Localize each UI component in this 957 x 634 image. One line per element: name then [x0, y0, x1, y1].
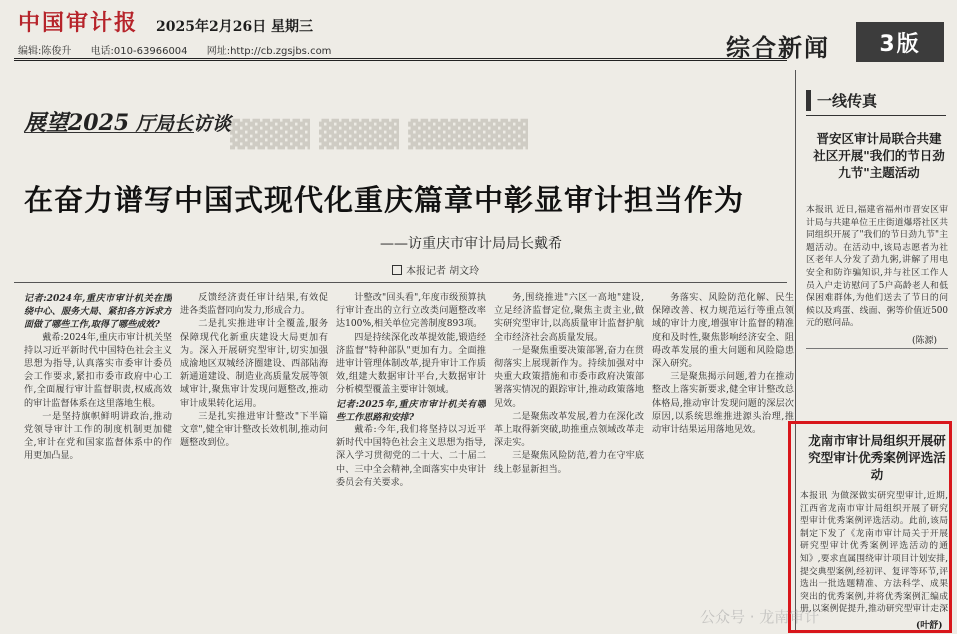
sidebar-story-2-title: 龙南市审计局组织开展研究型审计优秀案例评选活动: [808, 433, 946, 482]
sidebar-story-2-author: (叶舒): [916, 621, 943, 631]
article-paragraph: 三是聚焦揭示问题,着力在推动整改上落实新要求,健全审计整改总体格局,推动审计发现问题的深层次原因,以系统思维推进源头治理,推动审计结果运用落地见效。: [652, 372, 794, 436]
sidebar-story-1-title: 晋安区审计局联合共建社区开展"我们的节日劲九节"主题活动: [813, 131, 945, 180]
section-name: 综合新闻: [726, 34, 830, 62]
byline-box-icon: [392, 265, 402, 275]
masthead-divider: [14, 58, 787, 61]
newspaper-logo: 中国审计报: [18, 10, 139, 36]
sidebar-story-1-body: 本报讯 近日,福建省福州市晋安区审计局与共建单位王庄街道爆塔社区共同组织开展了"我们的节日劲九节"主题活动。在活动中,该局志愿者为社区老年人分发了劲九粥,讲解了用电安全和防诈骗知识,并与社区工作人员入户走访慰问了5户高龄老人和低保困难群体,为他们送去了节日的问候以及鸡蛋、线面、粥等价值近500元的慰问品。: [806, 205, 948, 329]
reporter-byline: [392, 262, 479, 277]
article-paragraph: 二是扎实推进审计全覆盖,服务保障现代化新重庆建设大局更加有为。深入开展研究型审计,切实加强成渝地区双城经济圈建设、西部陆海新通道建设、制造业高质量发展等领域审计,聚焦审计发现问题整改,推动审计成果转化运用。: [180, 319, 328, 409]
article-paragraph: 三是扎实推进审计整改"下半篇文章",健全审计整改长效机制,推动问题整改到位。: [180, 411, 328, 449]
article-paragraph: 三是聚焦风险防范,着力在守牢底线上彰显新担当。: [494, 451, 644, 475]
article-paragraph: 务,围绕推进"六区一高地"建设,立足经济监督定位,聚焦主责主业,做实研究型审计,以高质量审计监督护航全市经济社会高质量发展。: [494, 293, 644, 343]
column-label-sub: 厅局长访谈: [135, 113, 231, 135]
article-column-5: [652, 292, 794, 630]
issue-date: 2025年2月26日 星期三: [156, 19, 314, 35]
article-paragraph: 一是坚持旗帜鲜明讲政治,推动党领导审计工作的制度机制更加健全,审计在党和国家监督体系中的作用更加凸显。: [24, 411, 172, 462]
article-column-2: [180, 292, 328, 630]
article-question: 记者:2025年,重庆市审计机关有哪些工作思路和安排?: [336, 398, 486, 423]
column-label-underline: [24, 132, 194, 133]
lead-subheadline: ——访重庆市审计局局长戴希: [380, 236, 562, 252]
article-paragraph: 计整改"回头看",年度市级预算执行审计查出的立行立改类问题整改率达100%,相关单位完善制度893项。: [336, 293, 486, 330]
sidebar-story-1-author: (陈源): [912, 336, 938, 346]
article-paragraph: 一是聚焦重要决策部署,奋力在贯彻落实上展现新作为。持续加强对中央重大政策措施和市委市政府决策部署落实情况的跟踪审计,推动政策落地见效。: [494, 345, 644, 409]
watermark: 公众号 · 龙南审计: [700, 608, 820, 626]
sidebar-column-label: 一线传真: [806, 90, 877, 111]
page-number-badge: 3版: [856, 22, 944, 62]
article-paragraph: 四是持续深化改革提效能,锻造经济监督"特种部队"更加有力。全面推进审计管理体制改革,提升审计工作质效,组建大数据审计平台,大数据审计分析模型覆盖主要审计领域。: [336, 332, 486, 396]
article-paragraph: 反馈经济责任审计结果,有效促进各类监督同向发力,形成合力。: [180, 293, 328, 317]
body-divider: [14, 282, 787, 283]
article-column-4: [494, 292, 644, 630]
editor-phone: 电话:010-63966004: [90, 46, 188, 57]
reporter-name: 本报记者 胡文玲: [406, 266, 480, 277]
article-paragraph: 戴希:今年,我们将坚持以习近平新时代中国特色社会主义思想为指导,深入学习贯彻党的二十大、二十届二中、三中全会精神,全面落实中央审计委员会有关要求。: [336, 425, 486, 488]
lead-headline: 在奋力谱写中国式现代化重庆篇章中彰显审计担当作为: [24, 183, 745, 217]
column-label-main: 展望2025: [24, 110, 130, 136]
article-paragraph: 务落实、风险防范化解、民生保障改善、权力规范运行等重点领域的审计力度,增强审计监督的精准度和及时性,聚焦影响经济安全、阻碍改革发展的重大问题和风险隐患深入研究。: [652, 293, 794, 370]
article-paragraph: 戴希:2024年,重庆市审计机关坚持以习近平新时代中国特色社会主义思想为指导,认真落实市委审计委员会工作要求,紧扣市委市政府中心工作,全面履行审计监督职责,权威高效的审计监督体系在这里落地生根。: [24, 332, 172, 409]
article-paragraph: 二是聚焦改革发展,着力在深化改革上取得新突破,助推重点领域改革走深走实。: [494, 411, 644, 449]
sidebar-story-2-body: 本报讯 为做深做实研究型审计,近期,江西省龙南市审计局组织开展了研究型审计优秀案例评选活动。此前,该局制定下发了《龙南市审计局关于开展研究型审计优秀案例评选活动的通知》,要求直属围绕审计项目计划安排,提交典型案例,经初评、复评等环节,评选出一批选题精准、方法科学、成果突出的优秀案例,并将优秀案例汇编成册,以案例促提升,推动研究型审计走深: [800, 491, 948, 615]
article-column-1: [24, 292, 172, 630]
masthead-meta: [18, 42, 347, 57]
web-address: 网址:http://cb.zgsjbs.com: [206, 46, 332, 57]
bleed-through-text: ▓▓▓▓ ▓▓▓▓ ▓▓▓▓▓▓: [230, 120, 529, 150]
article-paragraph: 记者:2024年,重庆市审计机关在围绕中心、服务大局、紧扣各方诉求方面做了哪些工作,取得了哪些成效?: [24, 293, 172, 331]
article-column-3: [336, 292, 486, 630]
sidebar-story-separator: [806, 348, 948, 349]
editor-name: 编辑:陈俊升: [18, 46, 72, 57]
sidebar-label-underline: [806, 115, 946, 116]
